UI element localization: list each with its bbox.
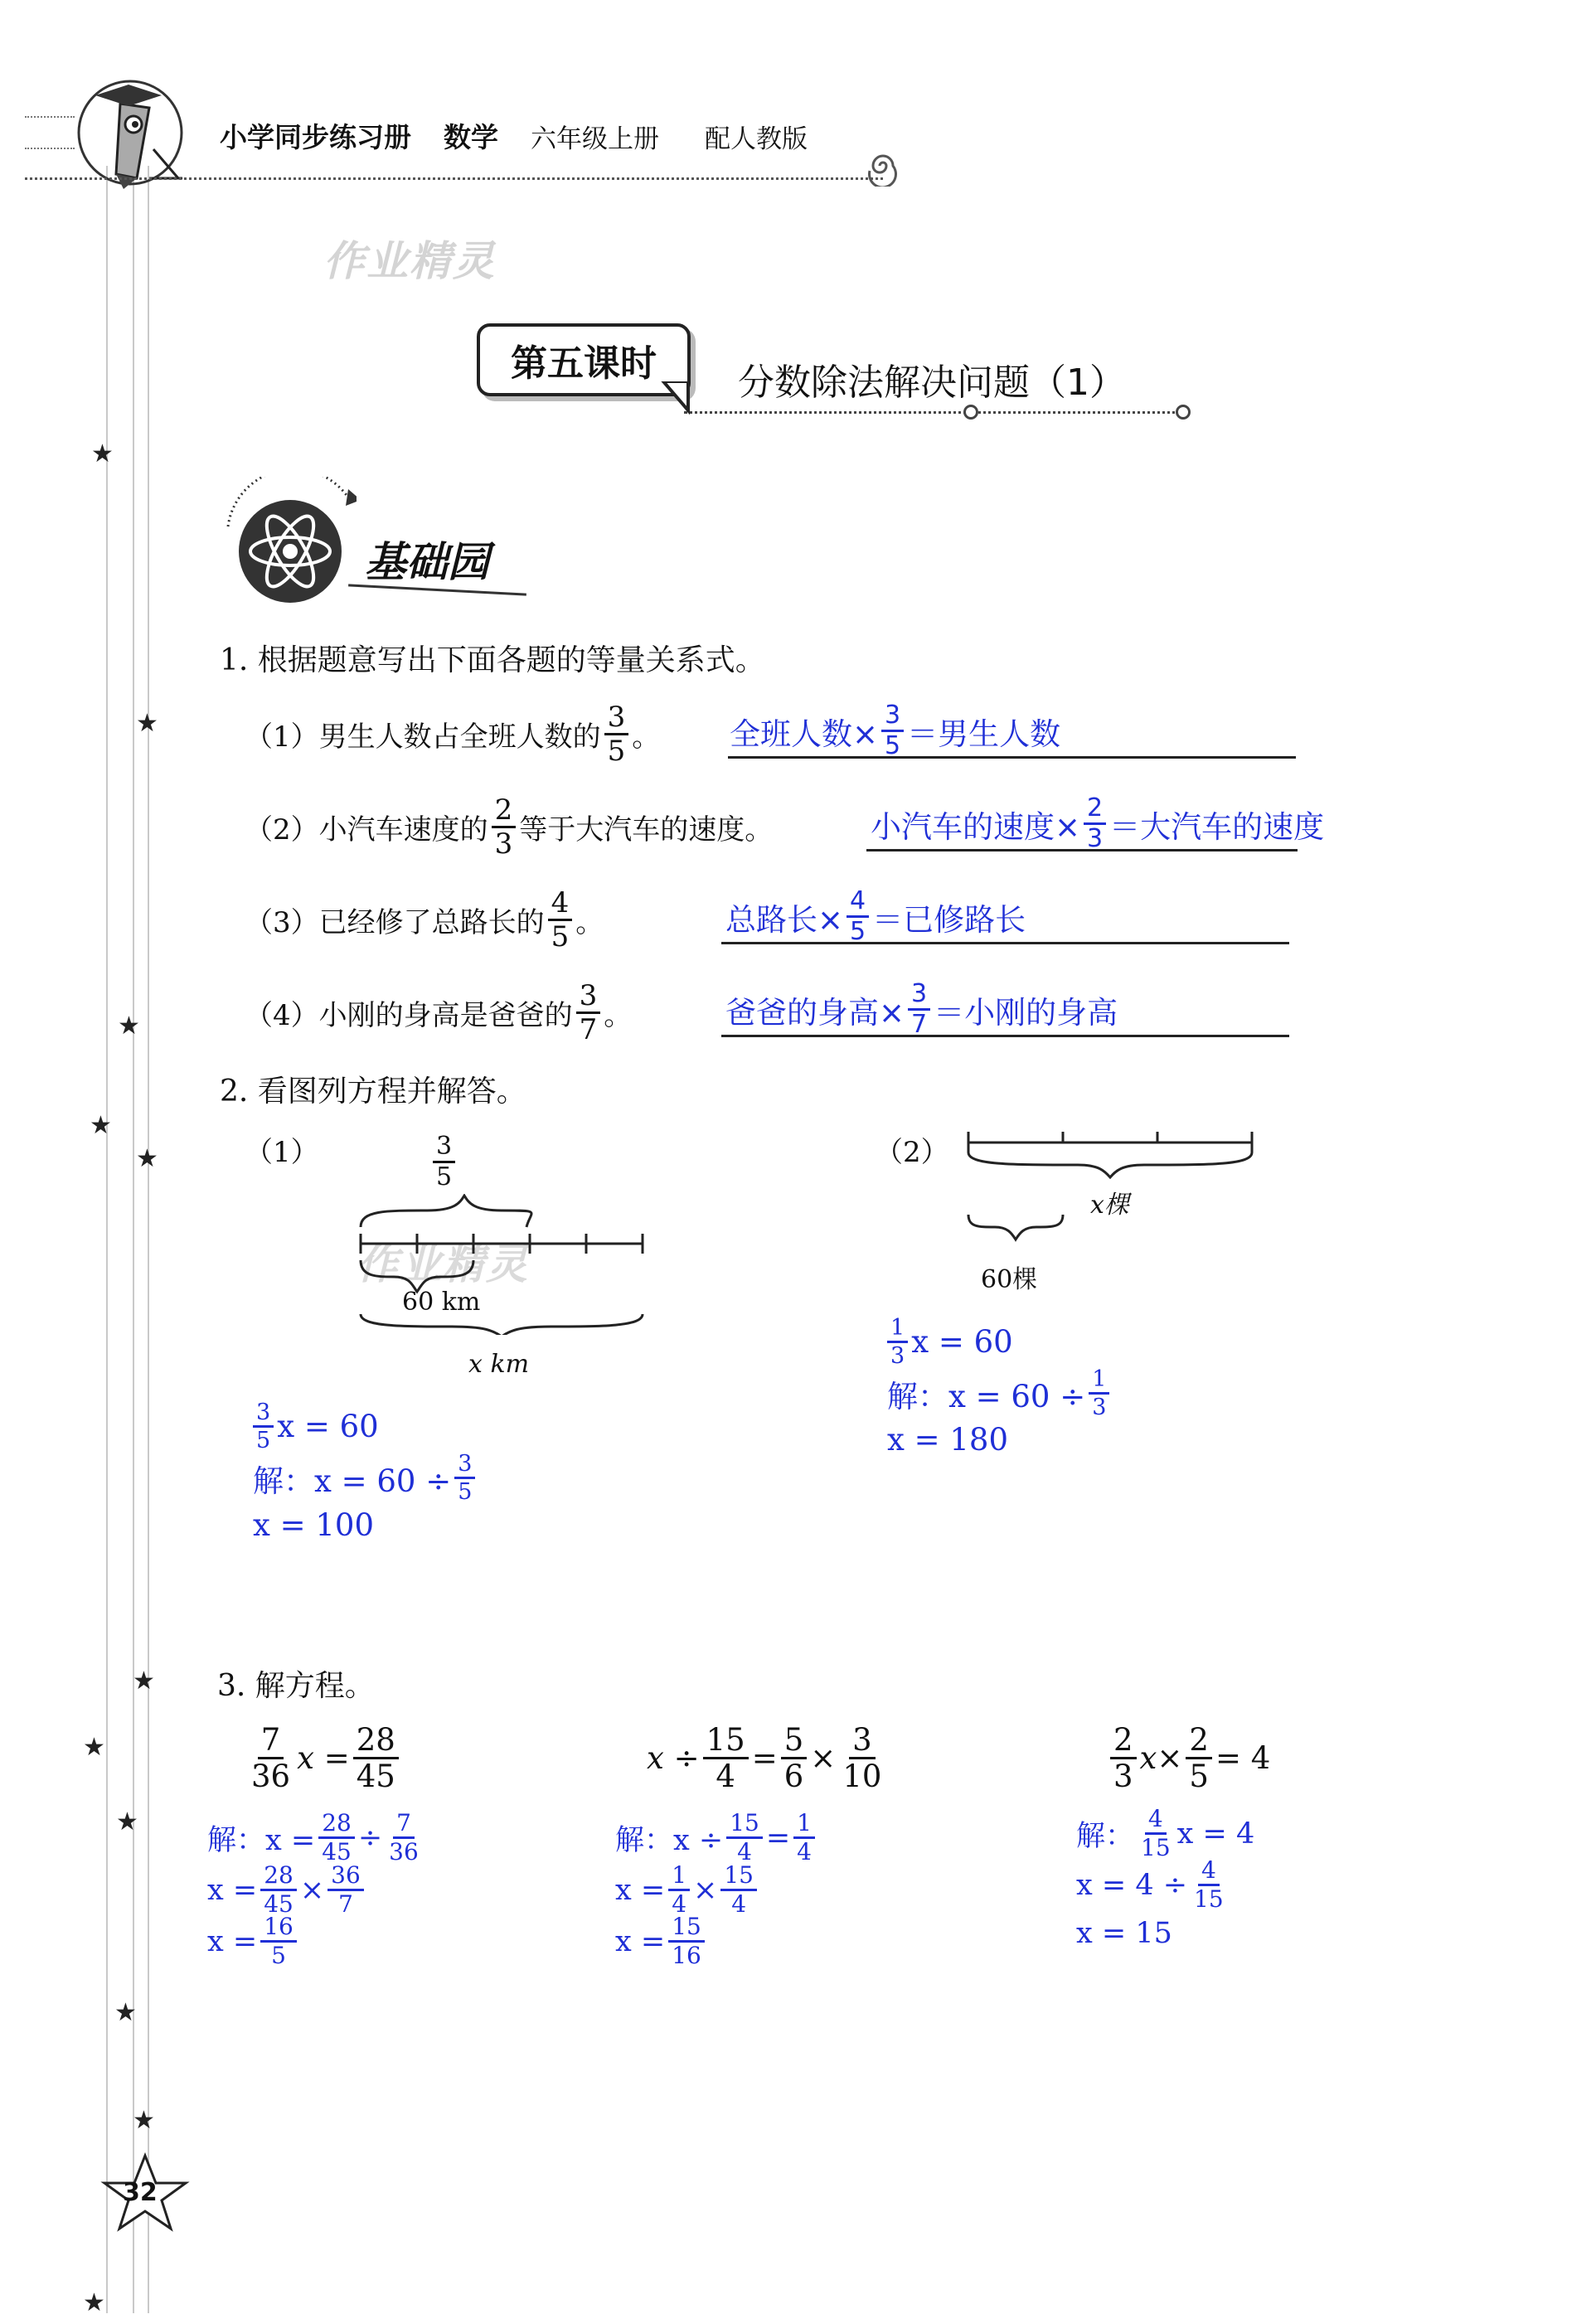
header-dots xyxy=(25,116,75,149)
solution-line: x = $\frac{16}{5}$ xyxy=(207,1915,300,1967)
star-icon: ★ xyxy=(83,2288,105,2317)
segment-diagram-1 xyxy=(352,1194,651,1335)
equation-1: $\frac{7}{36}$ x = $\frac{28}{45}$ xyxy=(245,1725,402,1792)
subject: 数学 xyxy=(444,121,498,153)
page-number: 32 xyxy=(123,2178,158,2207)
watermark: 作业精灵 xyxy=(323,237,496,285)
mascot-pencil-icon xyxy=(70,75,195,191)
q1-answer-1: 全班人数× $\frac{3}{5}$ ＝男生人数 xyxy=(730,701,1061,760)
margin-line xyxy=(106,166,108,2313)
star-icon: ★ xyxy=(136,709,158,738)
lesson-title: 分数除法解决问题（1） xyxy=(738,361,1126,404)
question-prompt: 3. 解方程。 xyxy=(217,1669,375,1703)
grade: 六年级上册 xyxy=(531,124,659,154)
rule-dot xyxy=(963,405,978,420)
star-icon: ★ xyxy=(114,1998,137,2027)
answer-line xyxy=(866,849,1298,851)
solution-line: 解：x = 60 ÷ $\frac{1}{3}$ xyxy=(887,1368,1113,1419)
fraction: $\frac{4}{5}$ xyxy=(548,889,573,951)
answer-line xyxy=(728,756,1296,759)
solution-line: x = 15 xyxy=(1076,1917,1172,1950)
solution-line: x = $\frac{1}{4}$ × $\frac{15}{4}$ xyxy=(615,1864,760,1916)
section-title: 基础园 xyxy=(365,538,489,586)
q1-item-1: （1）男生人数占全班人数的 $\frac{3}{5}$ 。 xyxy=(245,701,661,768)
edition: 配人教版 xyxy=(705,124,808,154)
question-prompt: 1. 根据题意写出下面各题的等量关系式。 xyxy=(220,643,765,677)
solution-line: 解： $\frac{4}{15}$ x = 4 xyxy=(1076,1805,1255,1861)
q1-item-3: （3）已经修了总路长的 $\frac{4}{5}$ 。 xyxy=(245,886,604,953)
spiral-icon xyxy=(862,145,904,187)
question-prompt: 2. 看图列方程并解答。 xyxy=(220,1075,526,1109)
total-label: x km xyxy=(468,1350,530,1379)
lesson-title-rule xyxy=(684,411,1181,414)
q1-answer-4: 爸爸的身高× $\frac{3}{7}$ ＝小刚的身高 xyxy=(725,979,1118,1039)
star-icon: ★ xyxy=(136,1144,158,1173)
solution-line: x = $\frac{15}{16}$ xyxy=(615,1915,708,1967)
fraction: $\frac{3}{7}$ xyxy=(576,982,601,1044)
equation-3: $\frac{2}{3}$ x× $\frac{2}{5}$ = 4 xyxy=(1107,1725,1270,1792)
q1-answer-3: 总路长× $\frac{4}{5}$ ＝已修路长 xyxy=(725,886,1026,946)
fraction: $\frac{3}{5}$ xyxy=(604,703,629,765)
solution-line: x = 180 xyxy=(887,1422,1009,1458)
fraction: $\frac{2}{3}$ xyxy=(492,796,517,858)
badge-tail xyxy=(655,381,705,415)
margin-line xyxy=(133,166,134,2313)
item-label: （3）已经修了总路长的 xyxy=(245,906,545,939)
solution-line: x = 100 xyxy=(253,1507,375,1543)
q1-answer-2: 小汽车的速度× $\frac{2}{3}$ ＝大汽车的速度 xyxy=(871,793,1325,853)
answer-line xyxy=(721,1035,1289,1037)
margin-line xyxy=(148,166,149,2313)
rule-dot xyxy=(1176,405,1191,420)
book-title: 小学同步练习册 xyxy=(220,121,411,153)
item-label: （1）男生人数占全班人数的 xyxy=(245,720,601,754)
star-icon: ★ xyxy=(133,1666,155,1696)
star-icon: ★ xyxy=(90,1111,112,1140)
segment-label: 60棵 xyxy=(981,1265,1038,1294)
star-icon: ★ xyxy=(91,439,114,468)
diagram-fraction: $\frac{3}{5}$ xyxy=(429,1134,458,1190)
solution-line: x = 4 ÷ $\frac{4}{15}$ xyxy=(1076,1856,1224,1913)
lesson-badge: 第五课时 xyxy=(477,323,691,396)
star-icon: ★ xyxy=(133,2106,155,2135)
header-rule xyxy=(25,177,883,180)
solution-line: $\frac{1}{3}$ x = 60 xyxy=(887,1317,1013,1367)
star-icon: ★ xyxy=(118,1012,140,1041)
star-icon: ★ xyxy=(116,1807,138,1836)
total-label: x棵 xyxy=(1090,1191,1129,1220)
answer-line xyxy=(721,942,1289,944)
atom-icon xyxy=(211,477,357,609)
segment-label: 60 km xyxy=(402,1288,481,1317)
item-label: （4）小刚的身高是爸爸的 xyxy=(245,999,573,1032)
solution-line: 解：x ÷ $\frac{15}{4}$ = $\frac{1}{4}$ xyxy=(615,1812,818,1864)
equation-2: x ÷ $\frac{15}{4}$ = $\frac{5}{6}$ × $\frac{3}{10}$ xyxy=(647,1722,882,1794)
q1-item-4: （4）小刚的身高是爸爸的 $\frac{3}{7}$ 。 xyxy=(245,979,633,1046)
star-icon: ★ xyxy=(83,1733,105,1762)
part-label: （1） xyxy=(245,1136,319,1169)
q1-item-2: （2）小汽车速度的 $\frac{2}{3}$ 等于大汽车的速度。 xyxy=(245,793,774,861)
item-label: （2）小汽车速度的 xyxy=(245,813,488,847)
watermark: 作业精灵 xyxy=(357,1240,529,1288)
solution-line: 解：x = $\frac{28}{45}$ ÷ $\frac{7}{36}$ xyxy=(207,1809,419,1865)
part-label: （2） xyxy=(875,1136,949,1169)
solution-line: $\frac{3}{5}$ x = 60 xyxy=(253,1401,379,1452)
solution-line: 解：x = 60 ÷ $\frac{3}{5}$ xyxy=(253,1453,478,1503)
solution-line: x = $\frac{28}{45}$ × $\frac{36}{7}$ xyxy=(207,1864,367,1916)
